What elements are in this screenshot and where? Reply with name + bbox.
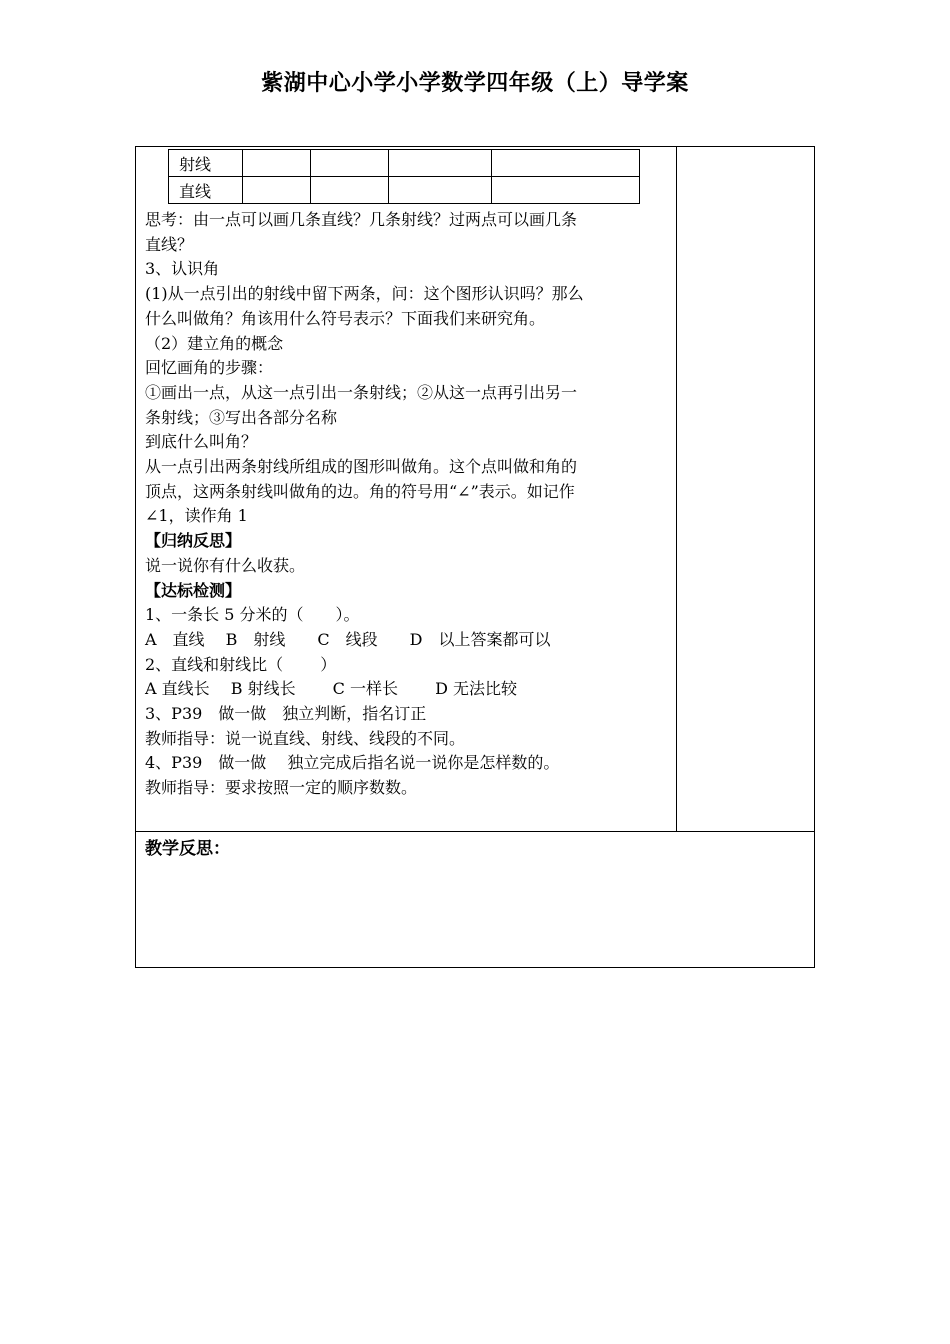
table-cell <box>311 150 389 177</box>
text-line: 条射线；③写出各部分名称 <box>145 407 338 427</box>
text-line: 从一点引出两条射线所组成的图形叫做角。这个点叫做和角的 <box>145 457 578 477</box>
text-line: ∠1，读作角 1 <box>145 506 248 526</box>
comparison-table <box>168 149 640 204</box>
table-cell <box>492 177 640 204</box>
table-cell <box>243 150 311 177</box>
text-line: (1)从一点引出的射线中留下两条，问：这个图形认识吗？那么 <box>145 284 584 304</box>
text-line: 到底什么叫角？ <box>145 432 258 452</box>
row-label-line: 直线 <box>169 177 243 204</box>
table-cell <box>389 150 492 177</box>
section-heading-summary: 【归纳反思】 <box>145 531 242 551</box>
text-line: 教师指导：要求按照一定的顺序数数。 <box>145 778 418 798</box>
text-line: 说一说你有什么收获。 <box>145 555 306 575</box>
teaching-reflection-label: 教学反思： <box>145 839 230 859</box>
table-row <box>169 150 640 177</box>
row-label-ray: 射线 <box>169 150 243 177</box>
table-cell <box>311 177 389 204</box>
answer-options: A 直线 B 射线 C 线段 D 以上答案都可以 <box>145 629 551 649</box>
page-title: 紫湖中心小学小学数学四年级（上）导学案 <box>261 71 689 96</box>
text-line: 思考：由一点可以画几条直线？几条射线？过两点可以画几条 <box>145 210 578 229</box>
section-heading-assessment: 【达标检测】 <box>145 580 242 600</box>
answer-options: A 直线长 B 射线长 C 一样长 D 无法比较 <box>145 679 517 699</box>
text-line: 教师指导：说一说直线、射线、线段的不同。 <box>145 728 466 748</box>
question-line: 1、一条长 5 分米的（ ）。 <box>145 605 360 625</box>
question-line: 2、直线和射线比（ ） <box>145 654 337 674</box>
text-line: 顶点，这两条射线叫做角的边。角的符号用“∠”表示。如记作 <box>145 481 575 501</box>
lesson-plan-table <box>135 146 815 968</box>
column-divider <box>676 147 677 831</box>
text-line: ①画出一点，从这一点引出一条射线；②从这一点再引出另一 <box>145 382 578 402</box>
table-cell <box>243 177 311 204</box>
table-row <box>169 177 640 204</box>
row-divider <box>136 831 814 832</box>
text-line: （2）建立角的概念 <box>145 333 284 353</box>
text-line: 回忆画角的步骤： <box>145 358 274 378</box>
question-line: 4、P39 做一做 独立完成后指名说一说你是怎样数的。 <box>145 753 560 773</box>
text-line: 直线？ <box>145 234 194 254</box>
question-line: 3、P39 做一做 独立判断，指名订正 <box>145 704 427 724</box>
table-cell <box>389 177 492 204</box>
lesson-content <box>145 208 670 801</box>
section-heading: 3、认识角 <box>145 259 220 279</box>
text-line: 什么叫做角？角该用什么符号表示？下面我们来研究角。 <box>145 308 546 328</box>
table-cell <box>492 150 640 177</box>
